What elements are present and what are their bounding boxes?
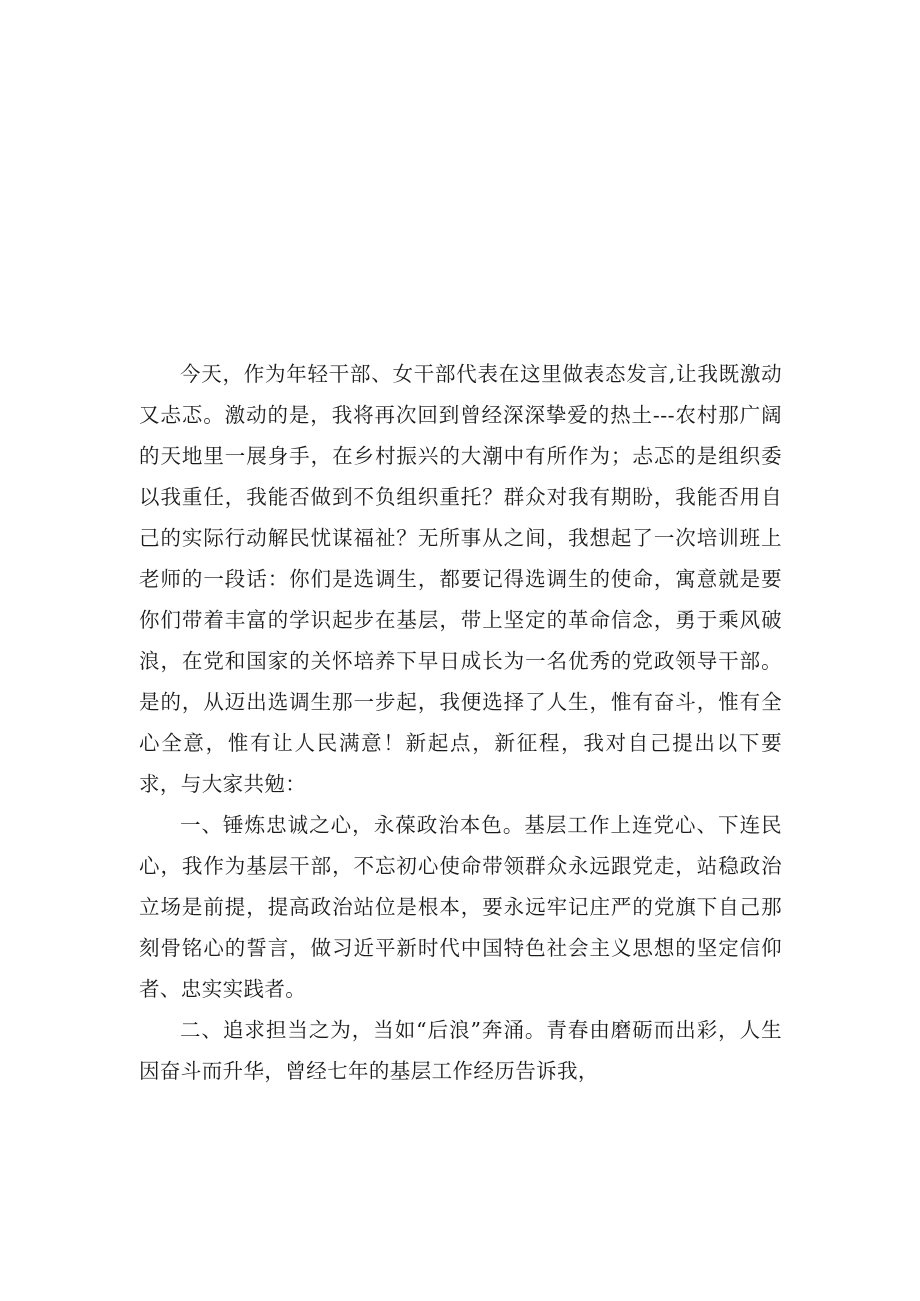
paragraph-point-two: 二、追求担当之为，当如“后浪”奔涌。青春由磨砺而出彩，人生因奋斗而升华，曾经七年的基层工作经历告诉我， bbox=[139, 1018, 782, 1083]
document-body bbox=[139, 354, 782, 1092]
paragraph-point-one: 一、锤炼忠诚之心，永葆政治本色。基层工作上连党心、下连民心，我作为基层干部，不忘初心使命带领群众永远跟党走，站稳政治立场是前提，提高政治站位是根本，要永远牢记庄严的党旗下自己那刻骨铭心的誓言，做习近平新时代中国特色社会主义思想的坚定信仰者、忠实实践者。 bbox=[139, 813, 782, 1001]
paragraph-intro: 今天，作为年轻干部、女干部代表在这里做表态发言,让我既激动又忐忑。激动的是，我将再次回到曾经深深挚爱的热土---农村那广阔的天地里一展身手，在乡村振兴的大潮中有所作为；忐忑的是组织委以我重任，我能否做到不负组织重托？群众对我有期盼，我能否用自己的实际行动解民忧谋福祉？无所事从之间，我想起了一次培训班上老师的一段话：你们是选调生，都要记得选调生的使命，寓意就是要你们带着丰富的学识起步在基层，带上坚定的革命信念，勇于乘风破浪，在党和国家的关怀培养下早日成长为一名优秀的党政领导干部。是的，从迈出选调生那一步起，我便选择了人生，惟有奋斗，惟有全心全意，惟有让人民满意！新起点，新征程，我对自己提出以下要求，与大家共勉： bbox=[139, 362, 782, 796]
